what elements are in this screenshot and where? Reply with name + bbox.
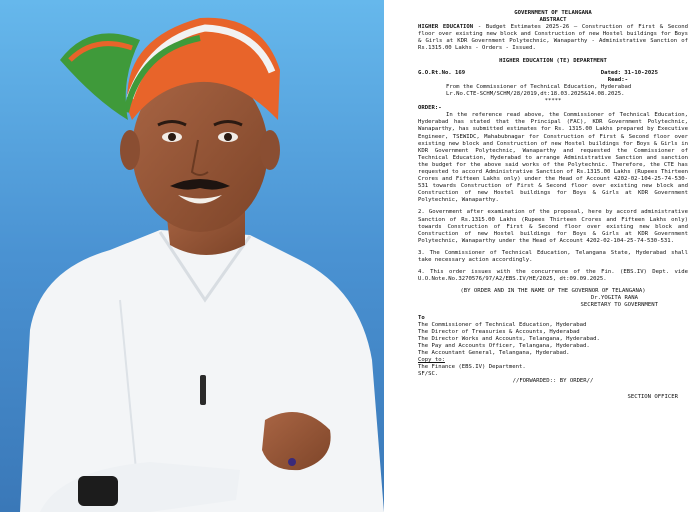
go-date: Dated: 31-10-2025 bbox=[600, 69, 658, 76]
wristwatch-icon bbox=[78, 476, 118, 506]
pen-icon bbox=[200, 375, 206, 405]
go-number: G.O.Rt.No. 169 bbox=[418, 69, 466, 76]
copy-to-label: Copy to: bbox=[418, 357, 445, 364]
read-line-1: From the Commissioner of Technical Education, Hyderabad bbox=[446, 83, 632, 90]
signatory-name: Dr.YOGITA RANA bbox=[590, 295, 638, 302]
to-label: To bbox=[418, 314, 425, 321]
recipient-1: The Commissioner of Technical Education, Hyderabad bbox=[418, 321, 587, 328]
recipient-5: The Accountant General, Telangana, Hyderabad. bbox=[418, 350, 570, 357]
right-pupil bbox=[224, 133, 232, 141]
recipient-3: The Director Works and Accounts, Telangana, Hyderabad. bbox=[418, 335, 600, 342]
read-label: Read:- bbox=[607, 76, 628, 83]
subject-label: HIGHER EDUCATION bbox=[418, 24, 474, 31]
order-paragraph-3: 3. The Commissioner of Technical Education, Telangana State, Hyderabad shall take necessary action accordingly. bbox=[418, 249, 688, 263]
copy-recipient-2: SF/SC. bbox=[418, 371, 439, 378]
by-order-line: (BY ORDER AND IN THE NAME OF THE GOVERNOR OF TELANGANA) bbox=[460, 288, 646, 295]
stars-separator: ***** bbox=[544, 98, 562, 105]
abstract-label: ABSTRACT bbox=[539, 17, 567, 24]
order-paragraph-1: In the reference read above, the Commissioner of Technical Education, Hyderabad has stated that the Principal (FAC), KDR Government Polytechnic, Wanaparthy, has submitted estimates for Rs. 1315.00 Lakhs prepared by Executive Engineer, TSEWIDC, Mahabubnagar for Construction of First & Second floor over existing new block and Construction of new Hostel buildings for Boys & Girls in KDR Government Polytechnic, Wanaparthy and requested the Commissioner of Technical Education, Hyderabad to arrange Administrative Sanction and sanction the budget for the above said works of the Polytechnic. Therefore, the CTE has requested to accord Administrative Sanction of Rs.1315.00 Lakhs (Rupees Thirteen Crores and Fifteen Lakhs only) under the Head of Account 4202-02-104-25-74-530-531 towards Construction of First & Second floor over existing new block and Construction of new Hostel buildings for Boys & Girls at KDR Government Polytechnic, Wanaparthy. bbox=[418, 112, 688, 204]
read-line-2: Lr.No.CTE-SCHM/SCHM/28/2019,dt:18.03.2025&14.08.2025. bbox=[446, 90, 625, 97]
left-ear bbox=[120, 130, 140, 170]
forwarded-line: //FORWARDED:: BY ORDER// bbox=[512, 378, 594, 385]
left-pupil bbox=[168, 133, 176, 141]
recipient-4: The Pay and Accounts Officer, Telangana, Hyderabad. bbox=[418, 342, 590, 349]
order-paragraph-4: 4. This order issues with the concurrence of the Fin. (EBS.IV) Dept. vide U.O.Note.No.3270576/97/A2/EBS.IV/HE/2025, dt:09.09.2025. bbox=[418, 269, 688, 283]
subject-text: - Budget Estimates 2025-26 – Construction of First & Second floor over existing new block and Construction of new Hostel buildings for Boys & Girls at KDR Government Polytechnic, Wanaparthy - Administrative Sanction of Rs.1315.00 Lakhs - Orders - Issued. bbox=[418, 24, 688, 52]
signatory-title: SECRETARY TO GOVERNMENT bbox=[580, 302, 658, 309]
right-ear bbox=[260, 130, 280, 170]
department-heading: HIGHER EDUCATION (TE) DEPARTMENT bbox=[499, 57, 607, 64]
copy-recipient-1: The Finance (EBS.IV) Department. bbox=[418, 364, 526, 371]
go-number-row bbox=[418, 70, 688, 77]
ring-icon bbox=[288, 458, 296, 466]
section-officer: SECTION OFFICER bbox=[627, 393, 678, 400]
government-order-document bbox=[390, 0, 696, 512]
gov-header: GOVERNMENT OF TELANGANA bbox=[514, 10, 592, 16]
subject-paragraph bbox=[418, 24, 688, 52]
order-paragraph-2: 2. Government after examination of the proposal, here by accord administrative Sanction of Rs.1315.00 Lakhs (Rupees Thirteen Crores and Fifteen Lakhs only) towards Construction of First & Second floor over existing new block and Construction of new Hostel buildings for Boys & Girls at KDR Government Polytechnic, Wanaparthy under the Head of Account 4202-02-104-25-74-530-531. bbox=[418, 209, 688, 244]
recipient-2: The Director of Treasuries & Accounts, Hyderabad bbox=[418, 328, 580, 335]
order-label: ORDER:- bbox=[418, 105, 442, 112]
